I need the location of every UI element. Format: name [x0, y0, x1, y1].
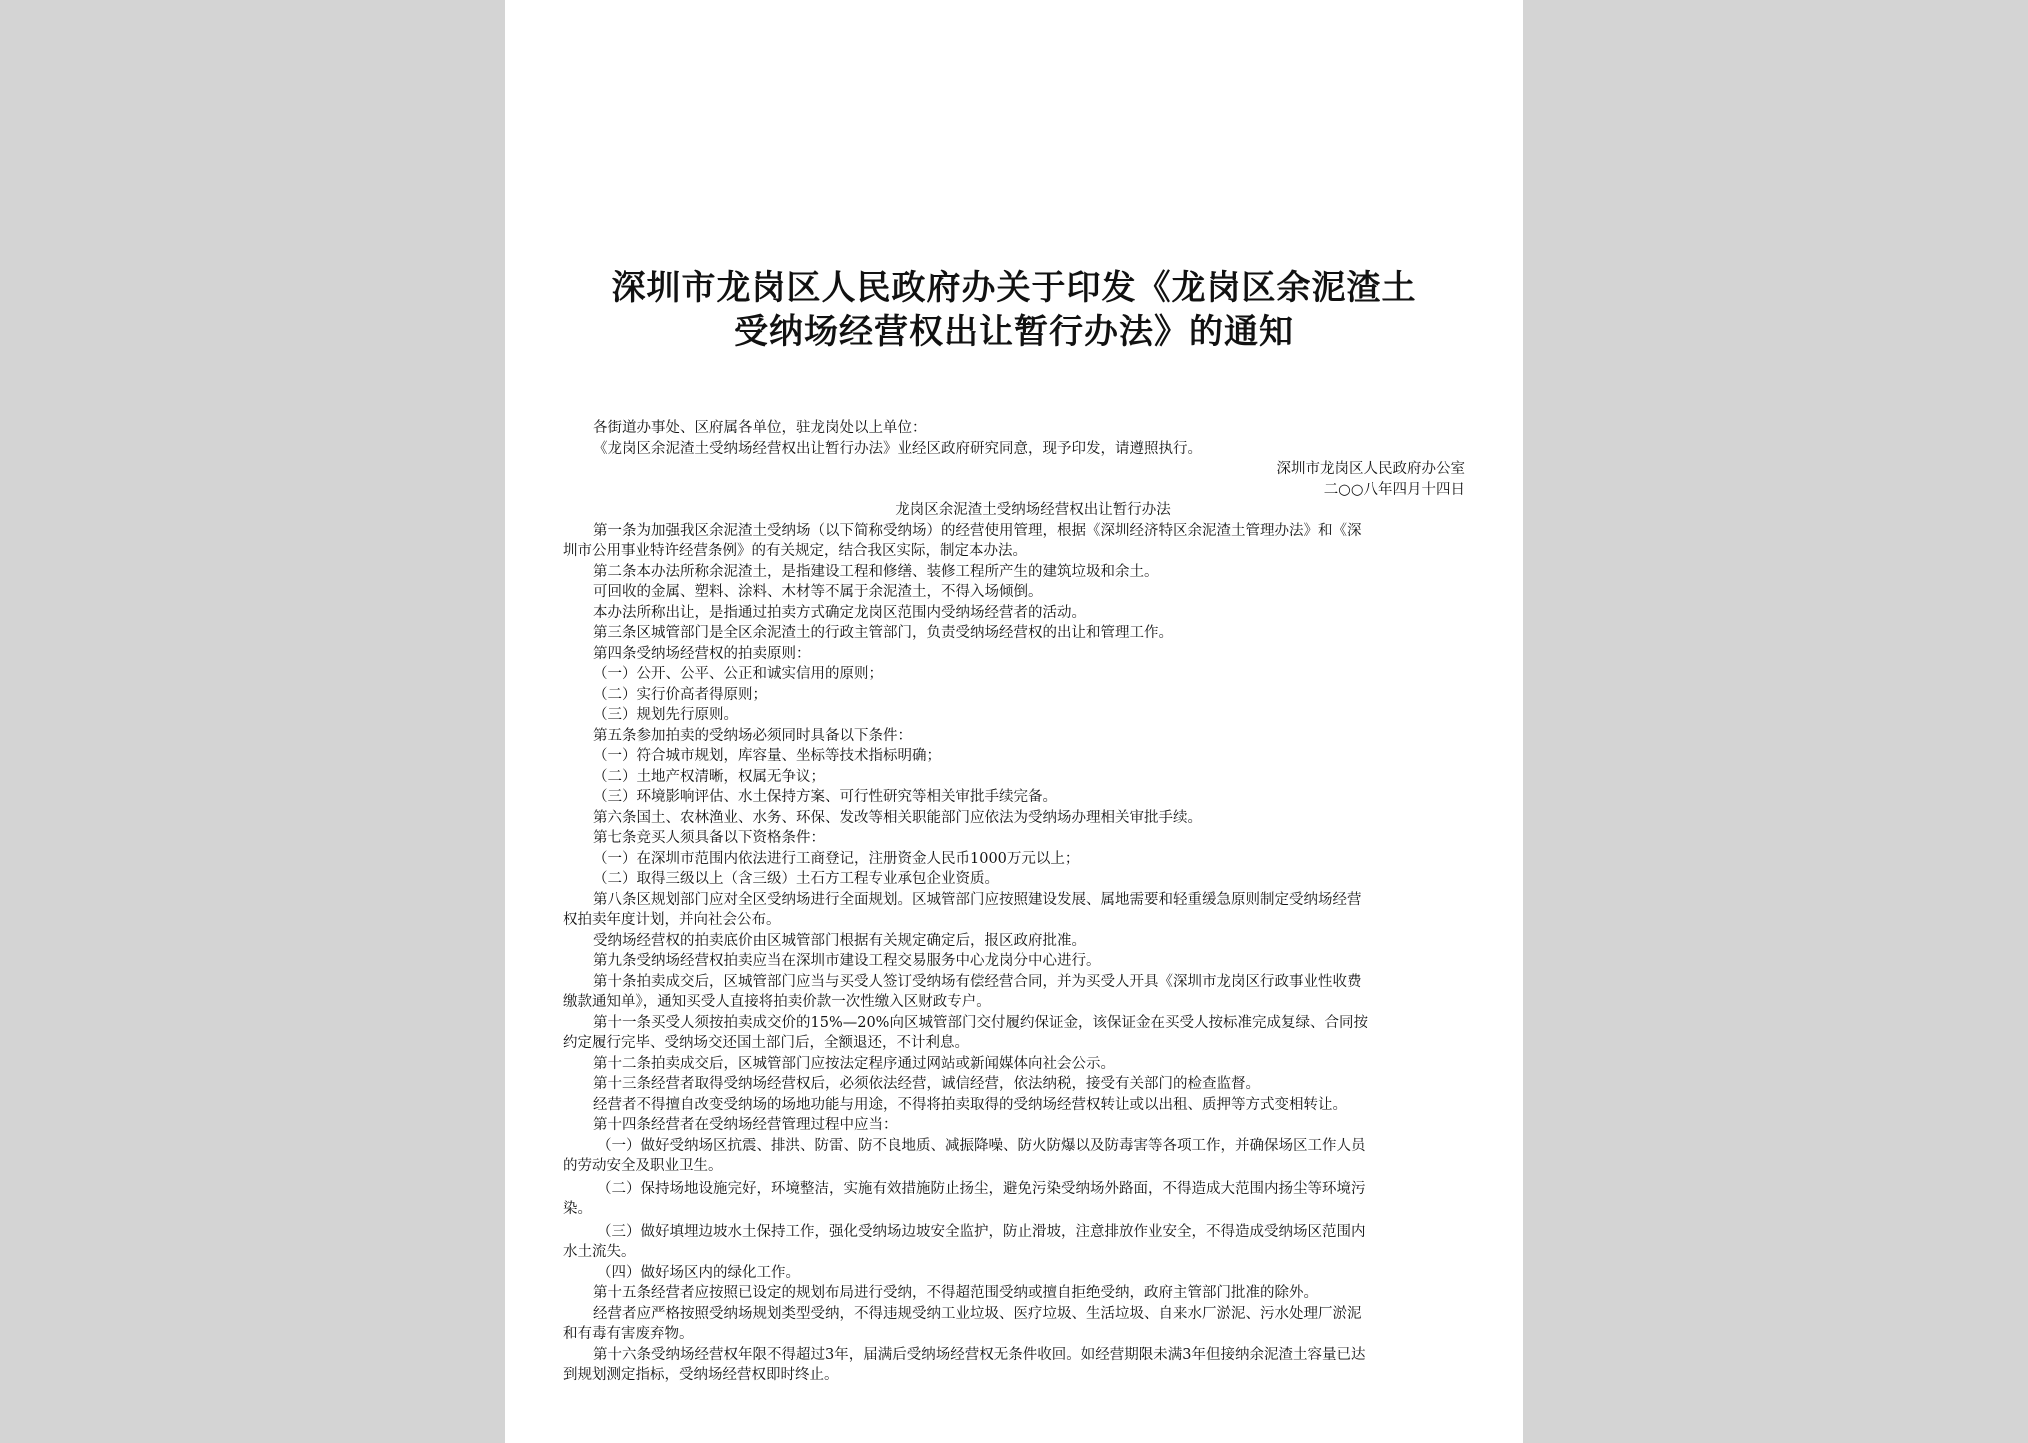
text-line: （三）环境影响评估、水土保持方案、可行性研究等相关审批手续完备。 [593, 789, 1057, 805]
text-line: 和有毒有害废弃物。 [563, 1326, 694, 1342]
text-line: 染。 [563, 1201, 592, 1217]
text-line: 第十二条拍卖成交后，区城管部门应按法定程序通过网站或新闻媒体向社会公示。 [593, 1055, 1115, 1072]
text-line: 第七条竞买人须具备以下资格条件： [593, 830, 825, 846]
text-line: 第八条区规划部门应对全区受纳场进行全面规划。区城管部门应按照建设发展、属地需要和轻重缓急原则制定受纳场经营 [593, 891, 1362, 908]
text-line: 第三条区城管部门是全区余泥渣土的行政主管部门，负责受纳场经营权的出让和管理工作。 [593, 625, 1173, 641]
text-line: 第十四条经营者在受纳场经营管理过程中应当： [593, 1117, 898, 1133]
text-line: 第五条参加拍卖的受纳场必须同时具备以下条件： [593, 727, 912, 744]
document-title-line-2: 受纳场经营权出让暂行办法》的通知 [734, 312, 1294, 352]
text-line: 经营者应严格按照受纳场规划类型受纳，不得违规受纳工业垃圾、医疗垃圾、生活垃圾、自来水厂淤泥、污水处理厂淤泥 [593, 1305, 1362, 1322]
text-line: （一）符合城市规划，库容量、坐标等技术指标明确； [593, 748, 941, 764]
text-line: 第四条受纳场经营权的拍卖原则： [593, 645, 811, 662]
text-line: 龙岗区余泥渣土受纳场经营权出让暂行办法 [895, 502, 1171, 518]
text-line: 可回收的金属、塑料、涂料、木材等不属于余泥渣土，不得入场倾倒。 [593, 584, 1043, 600]
text-line: （二）土地产权清晰，权属无争议； [593, 768, 825, 785]
text-line: 经营者不得擅自改变受纳场的场地功能与用途，不得将拍卖取得的受纳场经营权转让或以出租、质押等方式变相转让。 [593, 1096, 1347, 1113]
text-line: （四）做好场区内的绿化工作。 [597, 1264, 800, 1281]
text-line: （一）公开、公平、公正和诚实信用的原则； [593, 666, 883, 682]
text-line: （三）做好填埋边坡水土保持工作，强化受纳场边坡安全监护，防止滑坡，注意排放作业安全，不得造成受纳场区范围内 [597, 1223, 1366, 1240]
text-line: 各街道办事处、区府属各单位，驻龙岗处以上单位： [593, 420, 927, 436]
text-line: 约定履行完毕、受纳场交还国土部门后，全额退还，不计利息。 [563, 1035, 969, 1051]
text-line: 二○○八年四月十四日 [1323, 481, 1465, 498]
text-line: 第二条本办法所称余泥渣土，是指建设工程和修缮、装修工程所产生的建筑垃圾和余土。 [593, 563, 1159, 580]
text-line: 受纳场经营权的拍卖底价由区城管部门根据有关规定确定后，报区政府批准。 [593, 932, 1086, 949]
text-line: 缴款通知单》，通知买受人直接将拍卖价款一次性缴入区财政专户。 [563, 994, 991, 1010]
text-line: 深圳市龙岗区人民政府办公室 [1276, 461, 1465, 477]
text-line: （二）实行价高者得原则； [593, 686, 767, 703]
text-line: （三）规划先行原则。 [593, 707, 738, 723]
text-line: （一）在深圳市范围内依法进行工商登记，注册资金人民币1000万元以上； [593, 850, 1080, 867]
text-line: 的劳动安全及职业卫生。 [563, 1158, 723, 1174]
text-line: （二）取得三级以上（含三级）土石方工程专业承包企业资质。 [593, 871, 999, 887]
text-line: 《龙岗区余泥渣土受纳场经营权出让暂行办法》业经区政府研究同意，现予印发，请遵照执行。 [593, 440, 1202, 457]
text-line: 第九条受纳场经营权拍卖应当在深圳市建设工程交易服务中心龙岗分中心进行。 [593, 953, 1101, 969]
document-page [505, 0, 1523, 1443]
text-line: 第十六条受纳场经营权年限不得超过3年，届满后受纳场经营权无条件收回。如经营期限未满3年但接纳余泥渣土容量已达 [593, 1346, 1366, 1363]
text-line: 第十三条经营者取得受纳场经营权后，必须依法经营，诚信经营，依法纳税，接受有关部门的检查监督。 [593, 1076, 1260, 1092]
text-line: 第六条国土、农林渔业、水务、环保、发改等相关职能部门应依法为受纳场办理相关审批手续。 [593, 809, 1202, 826]
text-line: 第一条为加强我区余泥渣土受纳场（以下简称受纳场）的经营使用管理，根据《深圳经济特区余泥渣土管理办法》和《深 [593, 522, 1362, 539]
text-line: 本办法所称出让，是指通过拍卖方式确定龙岗区范围内受纳场经营者的活动。 [593, 604, 1086, 621]
text-line: （二）保持场地设施完好，环境整洁，实施有效措施防止扬尘，避免污染受纳场外路面，不得造成大范围内扬尘等环境污 [597, 1180, 1366, 1197]
text-line: 到规划测定指标，受纳场经营权即时终止。 [563, 1367, 839, 1383]
document-body [563, 418, 1473, 1386]
text-line: （一）做好受纳场区抗震、排洪、防雷、防不良地质、减振降噪、防火防爆以及防毒害等各项工作，并确保场区工作人员 [597, 1137, 1366, 1154]
text-line: 第十条拍卖成交后，区城管部门应当与买受人签订受纳场有偿经营合同，并为买受人开具《深圳市龙岗区行政事业性收费 [593, 973, 1362, 990]
text-line: 权拍卖年度计划，并向社会公布。 [563, 912, 781, 928]
text-line: 第十五条经营者应按照已设定的规划布局进行受纳，不得超范围受纳或擅自拒绝受纳，政府主管部门批准的除外。 [593, 1285, 1318, 1301]
document-title-line-1: 深圳市龙岗区人民政府办关于印发《龙岗区余泥渣土 [611, 268, 1417, 308]
text-line: 第十一条买受人须按拍卖成交价的15%—20%向区城管部门交付履约保证金，该保证金在买受人按标准完成复绿、合同按 [593, 1014, 1368, 1031]
text-line: 水土流失。 [563, 1244, 636, 1260]
text-line: 圳市公用事业特许经营条例》的有关规定，结合我区实际，制定本办法。 [563, 543, 1027, 559]
